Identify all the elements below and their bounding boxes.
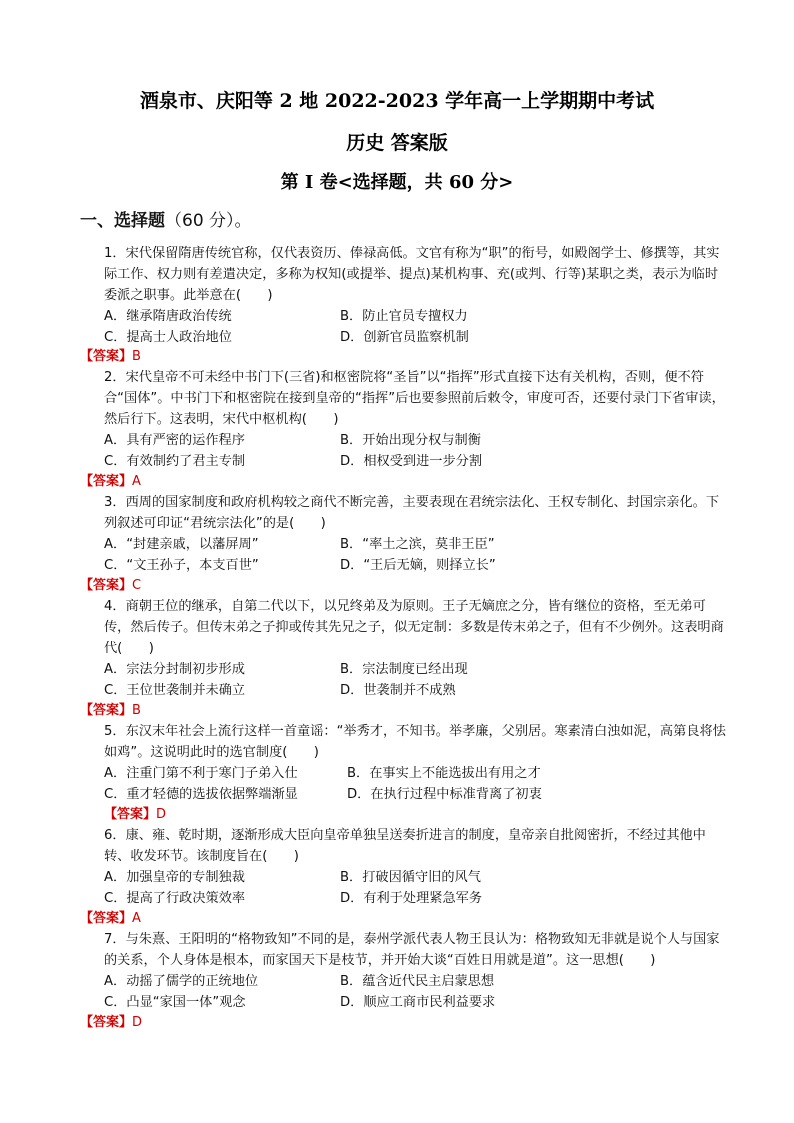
- section-heading: [80, 206, 252, 231]
- answer-3: [80, 575, 141, 596]
- answer-tag: 【答案】: [80, 349, 133, 364]
- option-d: D．在执行过程中标准背离了初衷: [347, 787, 542, 802]
- question-stem: 6．康、雍、乾时期，逐渐形成大臣向皇帝单独呈送奏折进言的制度，皇帝亲自批阅密折，不经过其他中转、收发环节。该制度旨在( ): [104, 828, 706, 864]
- option-c: C．有效制约了君主专制: [104, 454, 246, 469]
- option-c: C．重才轻德的选拔依据弊端渐显: [104, 787, 298, 802]
- option-c: C．“文王孙子，本支百世”: [104, 558, 259, 573]
- option-b: B．打破因循守旧的风气: [340, 870, 481, 885]
- option-b: B．防止官员专擅权力: [340, 309, 468, 324]
- answer-tag: 【答案】: [80, 578, 133, 593]
- question-options: [104, 534, 726, 576]
- answer-tag: 【答案】: [104, 807, 157, 822]
- answer-value: C: [132, 578, 142, 593]
- answer-6: [80, 908, 141, 929]
- question-stem: 1．宋代保留隋唐传统官称，仅代表资历、俸禄高低。文官有称为“职”的衔号，如殿阁学士、修撰等，其实际工作、权力则有差遣决定，多称为权知(或提举、提点)某机构事、充(或判、行等)某职之类，表示为临时委派之职事。此举意在( ): [104, 246, 720, 303]
- answer-tag: 【答案】: [80, 703, 133, 718]
- option-b: B．宗法制度已经出现: [340, 662, 468, 677]
- option-d: D．顺应工商市民利益要求: [340, 995, 496, 1010]
- answer-value: A: [132, 911, 141, 926]
- option-b: B．“率土之滨，莫非王臣”: [340, 537, 495, 552]
- question-stem: 5．东汉末年社会上流行这样一首童谣：“举秀才，不知书。举孝廉，父别居。寒素清白浊如泥，高第良将怯如鸡”。这说明此时的选官制度( ): [104, 724, 726, 760]
- question-6: [104, 825, 726, 909]
- option-a: A．动摇了儒学的正统地位: [104, 974, 259, 989]
- exam-subtitle: 历史 答案版: [346, 132, 448, 154]
- question-options: [104, 971, 726, 1013]
- option-a: A．加强皇帝的专制独裁: [104, 870, 245, 885]
- section-score: （60 分）。: [165, 211, 252, 231]
- answer-4: [80, 700, 141, 721]
- question-options: [104, 867, 726, 909]
- option-d: D．创新官员监察机制: [340, 330, 469, 345]
- question-options: [104, 430, 726, 472]
- option-a: A．注重门第不利于寒门子弟入仕: [104, 766, 298, 781]
- option-c: C．提高士人政治地位: [104, 330, 232, 345]
- question-options: [104, 763, 726, 805]
- option-c: C．提高了行政决策效率: [104, 891, 246, 906]
- option-a: A．宗法分封制初步形成: [104, 662, 245, 677]
- option-d: D．有利于处理紧急军务: [340, 891, 483, 906]
- question-options: [104, 306, 726, 348]
- answer-tag: 【答案】: [80, 1015, 133, 1030]
- question-3: [104, 492, 726, 576]
- option-d: D．世袭制并不成熟: [340, 683, 456, 698]
- option-c: C．凸显“家国一体”观念: [104, 995, 246, 1010]
- question-7: [104, 929, 726, 1013]
- question-stem: 2．宋代皇帝不可未经中书门下(三省)和枢密院将“圣旨”以“指挥”形式直接下达有关机构，否则，便不符合“国体”。中书门下和枢密院在接到皇帝的“指挥”后也要参照前后敕令，审度可否，还要付录门下省审读，然后行下。这表明，宋代中枢机构( ): [104, 370, 725, 427]
- answer-tag: 【答案】: [80, 911, 133, 926]
- question-stem: 3．西周的国家制度和政府机构较之商代不断完善，主要表现在君统宗法化、王权专制化、封国宗亲化。下列叙述可印证“君统宗法化”的是( ): [104, 495, 720, 531]
- answer-tag: 【答案】: [80, 474, 133, 489]
- part-heading: 第 I 卷<选择题，共 60 分>: [280, 172, 514, 193]
- option-a: A．“封建亲戚，以藩屏周”: [104, 537, 259, 552]
- option-b: B．开始出现分权与制衡: [340, 433, 481, 448]
- answer-5: [104, 804, 166, 825]
- exam-title: 酒泉市、庆阳等 2 地 2022-2023 学年高一上学期期中考试: [139, 90, 655, 112]
- option-d: D．“王后无嫡，则择立长”: [340, 558, 496, 573]
- answer-2: [80, 471, 141, 492]
- option-d: D．相权受到进一步分割: [340, 454, 483, 469]
- option-a: A．具有严密的运作程序: [104, 433, 245, 448]
- answer-1: [80, 346, 141, 367]
- question-1: [104, 243, 726, 348]
- option-b: B．在事实上不能选拔出有用之才: [347, 766, 541, 781]
- question-5: [104, 721, 726, 805]
- question-4: [104, 596, 726, 701]
- answer-value: D: [132, 1015, 143, 1030]
- answer-value: B: [132, 349, 141, 364]
- question-options: [104, 659, 726, 701]
- section-title: 一、选择题: [80, 211, 165, 231]
- answer-value: B: [132, 703, 141, 718]
- answer-7: [80, 1012, 142, 1033]
- option-c: C．王位世袭制并未确立: [104, 683, 246, 698]
- answer-value: A: [132, 474, 141, 489]
- option-a: A．继承隋唐政治传统: [104, 309, 232, 324]
- question-stem: 4．商朝王位的继承，自第二代以下，以兄终弟及为原则。王子无嫡庶之分，皆有继位的资格，至无弟可传，然后传子。但传末弟之子抑或传其先兄之子，似无定制：多数是传末弟之子，但有不少例外。这表明商代( ): [104, 599, 724, 656]
- question-stem: 7．与朱熹、王阳明的“格物致知”不同的是，泰州学派代表人物王艮认为：格物致知无非就是说个人与国家的关系，个人身体是根本，而家国天下是枝节，并开始大谈“百姓日用就是道”。这一思想( ): [104, 932, 720, 968]
- option-b: B．蕴含近代民主启蒙思想: [340, 974, 495, 989]
- question-2: [104, 367, 726, 472]
- answer-value: D: [156, 807, 167, 822]
